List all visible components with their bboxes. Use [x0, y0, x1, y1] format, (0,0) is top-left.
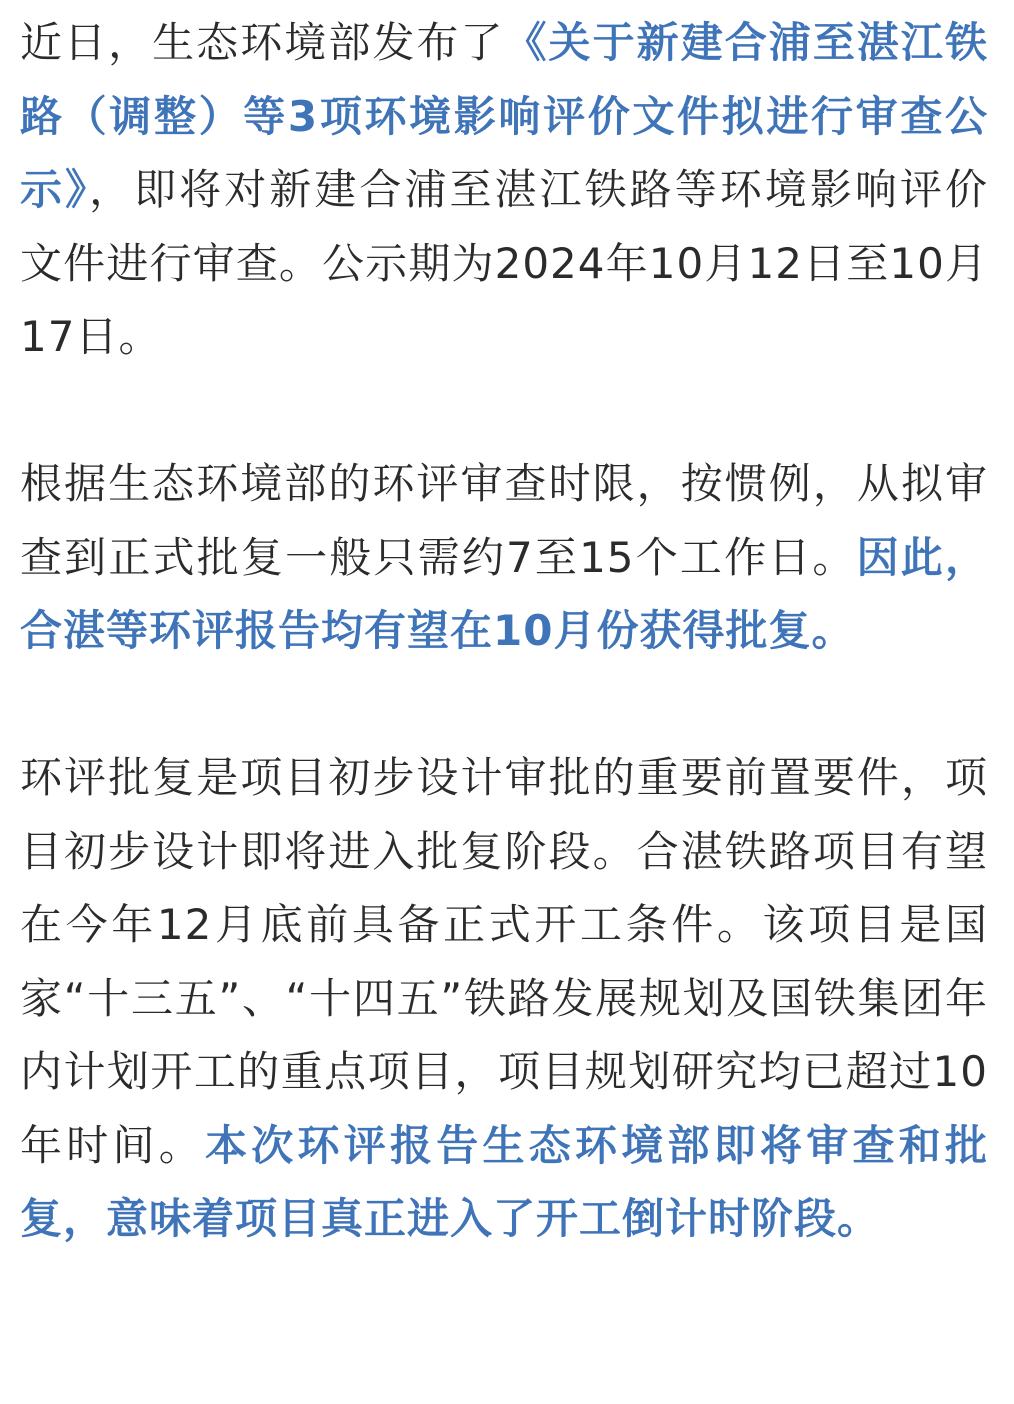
- paragraph-project-status: [20, 741, 988, 1256]
- document-title-link[interactable]: 《关于新建合浦至湛江铁路（调整）等3项环境影响评价文件拟进行审查公示》: [20, 18, 988, 214]
- paragraph-announcement: [20, 6, 988, 374]
- paragraph-text: 近日，生态环境部发布了: [20, 18, 505, 67]
- paragraph-text: 根据生态环境部的环评审查时限，按惯例，从拟审查到正式批复一般只需约7至15个工作日。: [20, 459, 988, 582]
- paragraph-review-timeline: [20, 447, 988, 668]
- paragraph-text: 环评批复是项目初步设计审批的重要前置要件，项目初步设计即将进入批复阶段。合湛铁路项目有望在今年12月底前具备正式开工条件。该项目是国家“十三五”、“十四五”铁路发展规划及国铁集团年内计划开工的重点项目，项目规划研究均已超过10年时间。: [20, 753, 988, 1170]
- highlight-text: 本次环评报告生态环境部即将审查和批复，意味着项目真正进入了开工倒计时阶段。: [20, 1120, 988, 1243]
- article-body: [20, 6, 988, 1256]
- paragraph-text: ，即将对新建合浦至湛江铁路等环境影响评价文件进行审查。公示期为2024年10月12日至10月17日。: [20, 165, 988, 361]
- highlight-text: 因此，合湛等环评报告均有望在10月份获得批复。: [20, 532, 988, 655]
